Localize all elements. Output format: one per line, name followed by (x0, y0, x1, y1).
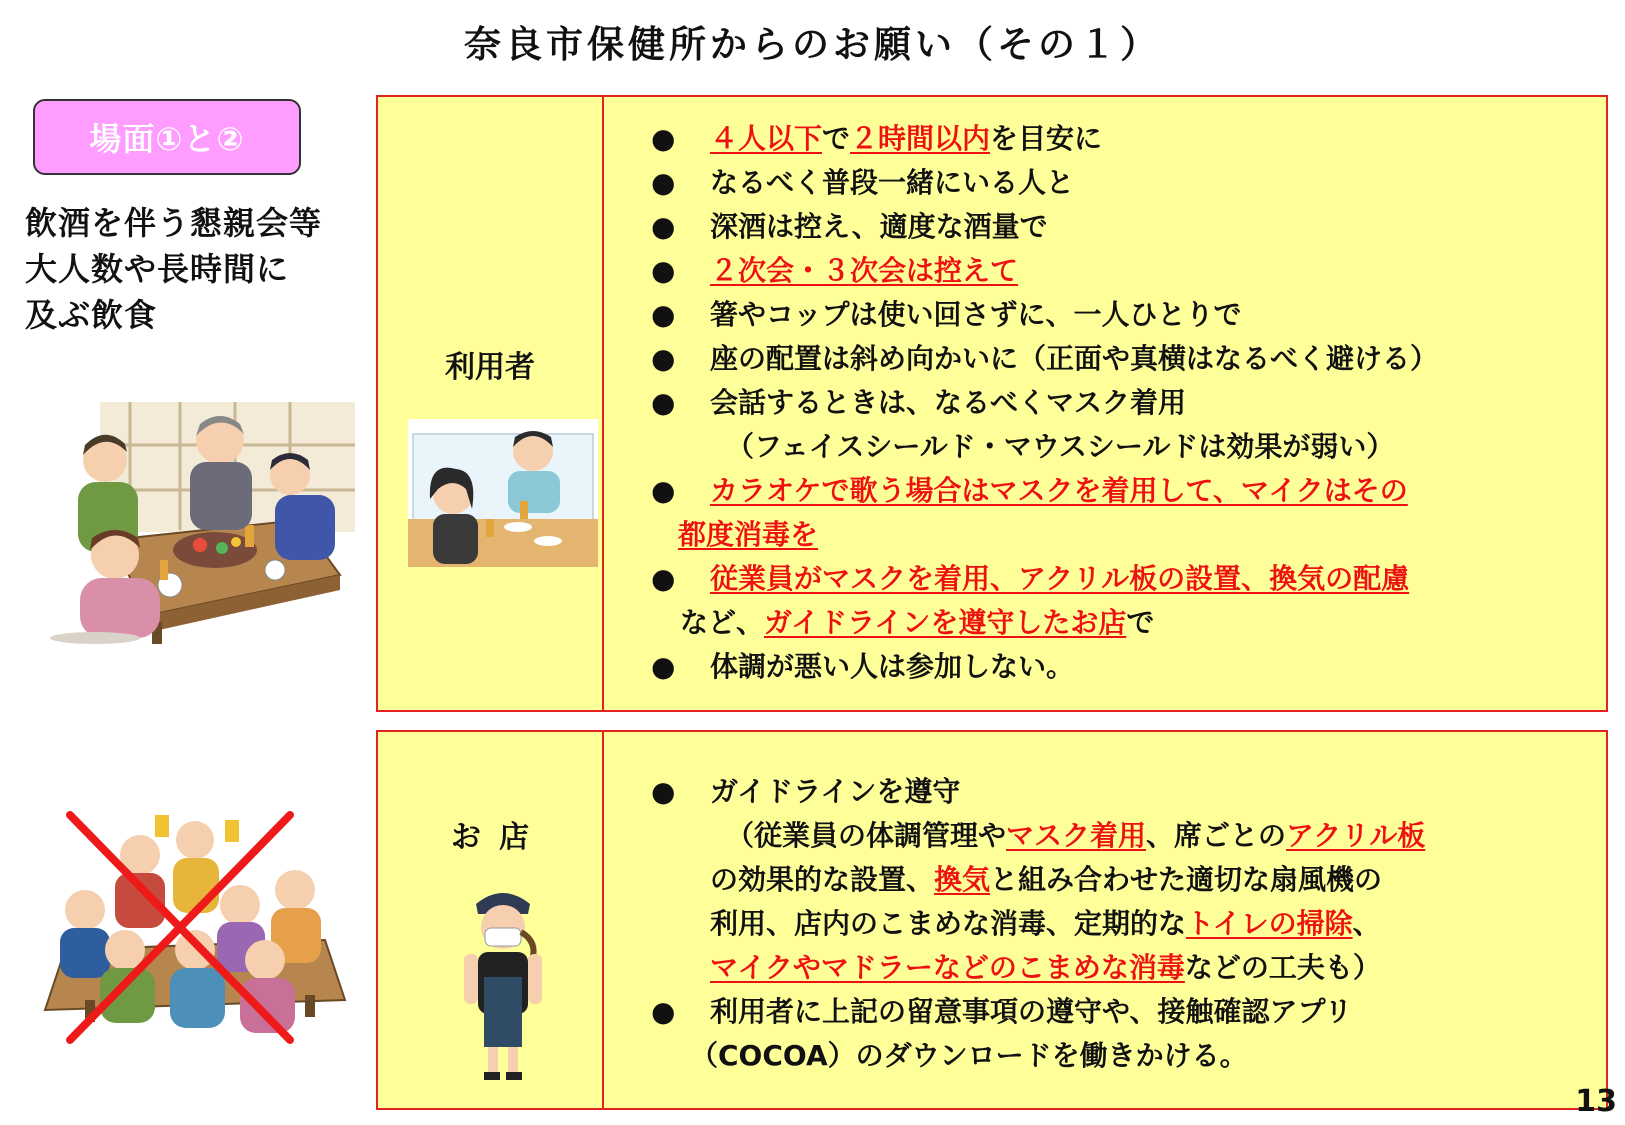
bullet-icon: ● (651, 210, 676, 243)
shop-guideline-list (618, 770, 1596, 1078)
bullet-icon: ● (651, 650, 676, 683)
bullet-icon: ● (651, 775, 676, 808)
bullet-icon: ● (651, 342, 676, 375)
list-item-continuation: 都度消毒を (678, 518, 819, 551)
scene-badge (33, 99, 301, 175)
user-guideline-list (618, 117, 1596, 689)
list-item-continuation: 利用、店内のこまめな消毒、定期的なトイレの掃除、 (710, 907, 1381, 940)
bullet-icon: ● (651, 995, 676, 1028)
scene-description (25, 200, 322, 338)
large-party-prohibited-illustration (25, 800, 355, 1050)
list-item: ● ４人以下で２時間以内を目安に (618, 117, 1596, 161)
user-guidelines-box (376, 95, 1608, 712)
list-item: ● 利用者に上記の留意事項の遵守や、接触確認アプリ (618, 990, 1596, 1034)
column-divider (602, 97, 604, 710)
shop-guidelines-box (376, 730, 1608, 1110)
list-item-continuation: の効果的な設置、換気と組み合わせた適切な扇風機の (710, 863, 1383, 896)
list-item-continuation: （COCOA）のダウンロードを働きかける。 (690, 1039, 1248, 1072)
list-item: ● 体調が悪い人は参加しない。 (618, 645, 1596, 689)
page-title: 奈良市保健所からのお願い（その１） (464, 23, 1161, 66)
scene-line: 飲酒を伴う懇親会等 (25, 204, 323, 242)
masked-staff-illustration (458, 882, 548, 1082)
bullet-icon: ● (651, 386, 676, 419)
list-item-continuation: マイクやマドラーなどのこまめな消毒などの工夫も） (710, 951, 1381, 984)
list-item: ● 従業員がマスクを着用、アクリル板の設置、換気の配慮 (618, 557, 1596, 601)
list-item: ● 座の配置は斜め向かいに（正面や真横はなるべく避ける） (618, 337, 1596, 381)
list-item: ● 会話するときは、なるべくマスク着用 (618, 381, 1596, 425)
list-item-continuation: （従業員の体調管理やマスク着用、席ごとのアクリル板 (726, 819, 1426, 852)
bullet-icon: ● (651, 298, 676, 331)
list-item: ● なるべく普段一緒にいる人と (618, 161, 1596, 205)
bullet-icon: ● (651, 166, 676, 199)
bullet-icon: ● (651, 474, 676, 507)
list-item: ● ガイドラインを遵守 (618, 770, 1596, 814)
bullet-icon: ● (651, 562, 676, 595)
list-item: ● カラオケで歌う場合はマスクを着用して、マイクはその (618, 469, 1596, 513)
list-item: ● 箸やコップは使い回さずに、一人ひとりで (618, 293, 1596, 337)
column-divider (602, 732, 604, 1108)
bullet-icon: ● (651, 122, 676, 155)
list-item-continuation: など、ガイドラインを遵守したお店で (680, 606, 1155, 639)
shop-label: お店 (451, 820, 547, 855)
scene-badge-label: 場面①と② (89, 120, 245, 158)
list-item: ● ２次会・３次会は控えて (618, 249, 1596, 293)
acrylic-partition-dining-illustration (408, 419, 598, 567)
scene-line: 及ぶ飲食 (25, 296, 158, 334)
scene-line: 大人数や長時間に (25, 250, 290, 288)
user-label: 利用者 (445, 350, 535, 385)
bullet-icon: ● (651, 254, 676, 287)
list-item-continuation: （フェイスシールド・マウスシールドは効果が弱い） (726, 430, 1395, 463)
drinking-party-illustration (40, 400, 360, 645)
list-item: ● 深酒は控え、適度な酒量で (618, 205, 1596, 249)
page-number: 13 (1575, 1084, 1617, 1119)
